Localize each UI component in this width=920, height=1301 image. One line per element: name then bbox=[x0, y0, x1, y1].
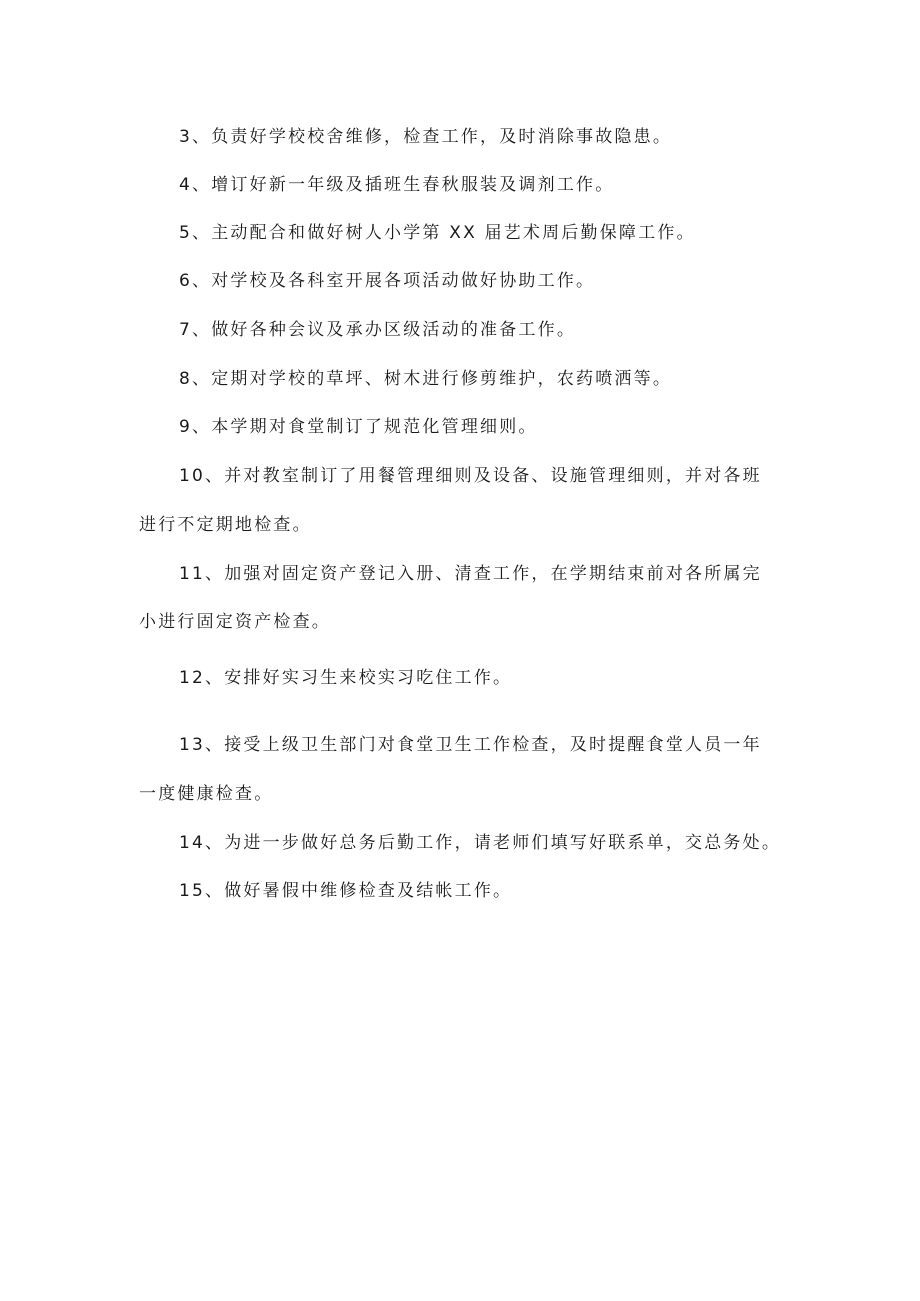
list-item-15: 15、做好暑假中维修检查及结帐工作。 bbox=[179, 881, 513, 901]
list-item-5: 5、主动配合和做好树人小学第 XX 届艺术周后勤保障工作。 bbox=[179, 223, 696, 243]
list-item-14: 14、为进一步做好总务后勤工作，请老师们填写好联系单，交总务处。 bbox=[179, 833, 782, 853]
list-item-13-line-1: 13、接受上级卫生部门对食堂卫生工作检查，及时提醒食堂人员一年 bbox=[179, 735, 762, 755]
list-item-10-line-2: 进行不定期地检查。 bbox=[139, 515, 312, 535]
list-item-7: 7、做好各种会议及承办区级活动的准备工作。 bbox=[179, 320, 577, 340]
list-item-6: 6、对学校及各科室开展各项活动做好协助工作。 bbox=[179, 271, 596, 291]
list-item-13-line-2: 一度健康检查。 bbox=[139, 784, 274, 804]
list-item-11-line-1: 11、加强对固定资产登记入册、清查工作，在学期结束前对各所属完 bbox=[179, 564, 762, 584]
list-item-4: 4、增订好新一年级及插班生春秋服装及调剂工作。 bbox=[179, 175, 615, 195]
list-item-9: 9、本学期对食堂制订了规范化管理细则。 bbox=[179, 417, 538, 437]
list-item-11-line-2: 小进行固定资产检查。 bbox=[139, 612, 331, 632]
list-item-10-line-1: 10、并对教室制订了用餐管理细则及设备、设施管理细则，并对各班 bbox=[179, 466, 762, 486]
list-item-12: 12、安排好实习生来校实习吃住工作。 bbox=[179, 668, 513, 688]
list-item-3: 3、负责好学校校舍维修，检查工作，及时消除事故隐患。 bbox=[179, 127, 673, 147]
list-item-8: 8、定期对学校的草坪、树木进行修剪维护，农药喷洒等。 bbox=[179, 369, 673, 389]
